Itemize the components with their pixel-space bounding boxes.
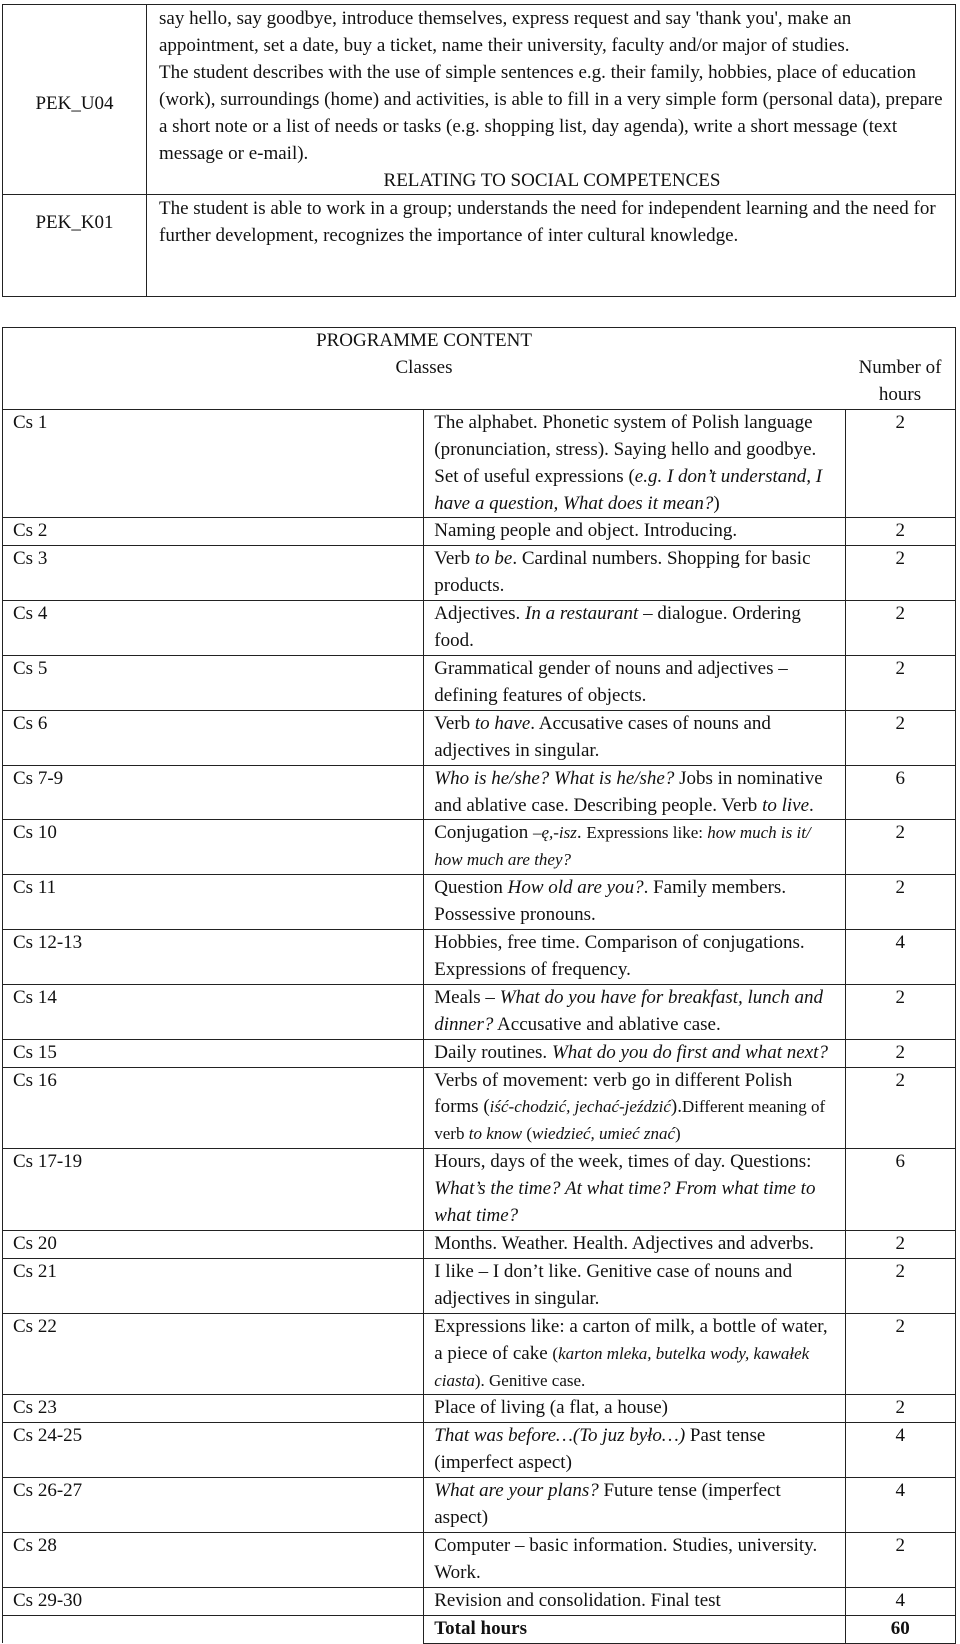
class-topic: Meals – What do you have for breakfast, lunch and dinner? Accusative and ablative case. — [424, 984, 845, 1039]
table-row — [3, 518, 956, 546]
class-topic: Verb to have. Accusative cases of nouns and adjectives in singular. — [424, 710, 845, 765]
class-code: Cs 12-13 — [3, 930, 424, 985]
class-topic: Daily routines. What do you do first and what next? — [424, 1039, 845, 1067]
class-topic: What are your plans? Future tense (imperfect aspect) — [424, 1478, 845, 1533]
class-topic: Naming people and object. Introducing. — [424, 518, 845, 546]
class-topic: Hours, days of the week, times of day. Questions: What’s the time? At what time? From what time to what time? — [424, 1149, 845, 1231]
programme-content-table — [2, 327, 956, 1644]
class-hours: 2 — [845, 1039, 956, 1067]
total-value: 60 — [845, 1615, 956, 1643]
class-hours: 6 — [845, 1149, 956, 1231]
table-row — [3, 820, 956, 875]
outcome-code-cell — [3, 195, 147, 297]
class-hours: 2 — [845, 655, 956, 710]
outcome-code: PEK_K01 — [35, 212, 114, 233]
table-row — [3, 1587, 956, 1615]
outcome-description-cell — [147, 5, 956, 195]
outcome-text: The student is able to work in a group; understands the need for independent learning and the need for further development, recognizes the importance of inter cultural knowledge. — [159, 198, 936, 246]
class-code: Cs 15 — [3, 1039, 424, 1067]
outcome-description-cell — [147, 195, 956, 297]
table-row — [3, 1149, 956, 1231]
learning-outcomes-table — [2, 4, 956, 297]
class-topic: Revision and consolidation. Final test — [424, 1587, 845, 1615]
class-code: Cs 7-9 — [3, 765, 424, 820]
table-row — [3, 1039, 956, 1067]
class-hours: 2 — [845, 1395, 956, 1423]
class-code: Cs 6 — [3, 710, 424, 765]
class-code: Cs 21 — [3, 1258, 424, 1313]
table-row — [3, 655, 956, 710]
table-row — [3, 1258, 956, 1313]
class-code: Cs 5 — [3, 655, 424, 710]
hours-header: Number of hours — [858, 357, 942, 405]
class-topic: Expressions like: a carton of milk, a bottle of water, a piece of cake (karton mleka, butelka wody, kawałek ciasta). Genitive case. — [424, 1313, 845, 1395]
outcome-code: PEK_U04 — [35, 93, 114, 114]
class-code: Cs 11 — [3, 875, 424, 930]
class-code: Cs 20 — [3, 1231, 424, 1259]
table-row — [3, 1478, 956, 1533]
class-hours: 4 — [845, 1423, 956, 1478]
class-hours: 2 — [845, 546, 956, 601]
class-code: Cs 23 — [3, 1395, 424, 1423]
table-row — [3, 546, 956, 601]
class-hours: 2 — [845, 1258, 956, 1313]
section-heading: RELATING TO SOCIAL COMPETENCES — [383, 170, 721, 191]
class-topic: I like – I don’t like. Genitive case of nouns and adjectives in singular. — [424, 1258, 845, 1313]
class-code: Cs 3 — [3, 546, 424, 601]
class-hours: 2 — [845, 518, 956, 546]
class-code: Cs 16 — [3, 1067, 424, 1149]
table-row — [3, 1231, 956, 1259]
class-code: Cs 4 — [3, 601, 424, 656]
class-hours: 2 — [845, 1532, 956, 1587]
class-topic: Computer – basic information. Studies, university. Work. — [424, 1532, 845, 1587]
class-code: Cs 10 — [3, 820, 424, 875]
table-row — [3, 1313, 956, 1395]
class-topic: Conjugation –ę,-isz. Expressions like: how much is it/ how much are they? — [424, 820, 845, 875]
table-row — [3, 710, 956, 765]
outcome-code-cell — [3, 5, 147, 195]
class-hours: 4 — [845, 1587, 956, 1615]
hours-header-cell — [845, 328, 956, 410]
table-row — [3, 601, 956, 656]
class-code: Cs 17-19 — [3, 1149, 424, 1231]
class-hours: 2 — [845, 1313, 956, 1395]
class-hours: 2 — [845, 601, 956, 656]
programme-title: PROGRAMME CONTENT — [316, 330, 532, 351]
table-row — [3, 765, 956, 820]
class-topic: Place of living (a flat, a house) — [424, 1395, 845, 1423]
class-code: Cs 2 — [3, 518, 424, 546]
table-row — [3, 409, 956, 518]
class-code: Cs 22 — [3, 1313, 424, 1395]
table-row — [3, 1423, 956, 1478]
class-topic: That was before…(To juz było…) Past tense (imperfect aspect) — [424, 1423, 845, 1478]
class-topic: Adjectives. In a restaurant – dialogue. Ordering food. — [424, 601, 845, 656]
class-hours: 2 — [845, 409, 956, 518]
table-row — [3, 984, 956, 1039]
table-row — [3, 930, 956, 985]
class-hours: 2 — [845, 1231, 956, 1259]
class-code: Cs 14 — [3, 984, 424, 1039]
class-topic: Question How old are you?. Family members. Possessive pronouns. — [424, 875, 845, 930]
table-row — [3, 1067, 956, 1149]
class-topic: The alphabet. Phonetic system of Polish language (pronunciation, stress). Saying hello and goodbye. Set of useful expressions (e.g. I don’t understand, I have a question, What does it mean?) — [424, 409, 845, 518]
class-topic: Verbs of movement: verb go in different Polish forms (iść-chodzić, jechać-jeździć).Different meaning of verb to know (wiedzieć, umieć znać) — [424, 1067, 845, 1149]
outcome-text-continued: say hello, say goodbye, introduce themselves, express request and say 'thank you', make an appointment, set a date, buy a ticket, name their university, faculty and/or major of studies. — [159, 8, 852, 56]
programme-header-cell — [3, 328, 846, 410]
class-code: Cs 24-25 — [3, 1423, 424, 1478]
total-row — [3, 1615, 956, 1643]
class-topic: Hobbies, free time. Comparison of conjugations. Expressions of frequency. — [424, 930, 845, 985]
outcome-text: The student describes with the use of simple sentences e.g. their family, hobbies, place of education (work), surroundings (home) and activities, is able to fill in a very simple form (personal data), prepare a short note or a list of needs or tasks (e.g. shopping list, day agenda), write a short message (text message or e-mail). — [159, 62, 943, 164]
table-row — [3, 1395, 956, 1423]
class-topic: Who is he/she? What is he/she? Jobs in nominative and ablative case. Describing people. Verb to live. — [424, 765, 845, 820]
class-code: Cs 1 — [3, 409, 424, 518]
table-row — [3, 875, 956, 930]
class-hours: 4 — [845, 1478, 956, 1533]
class-hours: 2 — [845, 710, 956, 765]
class-hours: 2 — [845, 820, 956, 875]
class-code: Cs 29-30 — [3, 1587, 424, 1615]
class-topic: Verb to be. Cardinal numbers. Shopping for basic products. — [424, 546, 845, 601]
class-hours: 2 — [845, 875, 956, 930]
class-code: Cs 26-27 — [3, 1478, 424, 1533]
classes-header: Classes — [395, 356, 453, 378]
class-hours: 4 — [845, 930, 956, 985]
class-hours: 6 — [845, 765, 956, 820]
class-topic: Months. Weather. Health. Adjectives and adverbs. — [424, 1231, 845, 1259]
total-label: Total hours — [424, 1615, 845, 1643]
class-hours: 2 — [845, 1067, 956, 1149]
class-topic: Grammatical gender of nouns and adjectives – defining features of objects. — [424, 655, 845, 710]
class-code: Cs 28 — [3, 1532, 424, 1587]
table-row — [3, 1532, 956, 1587]
class-hours: 2 — [845, 984, 956, 1039]
